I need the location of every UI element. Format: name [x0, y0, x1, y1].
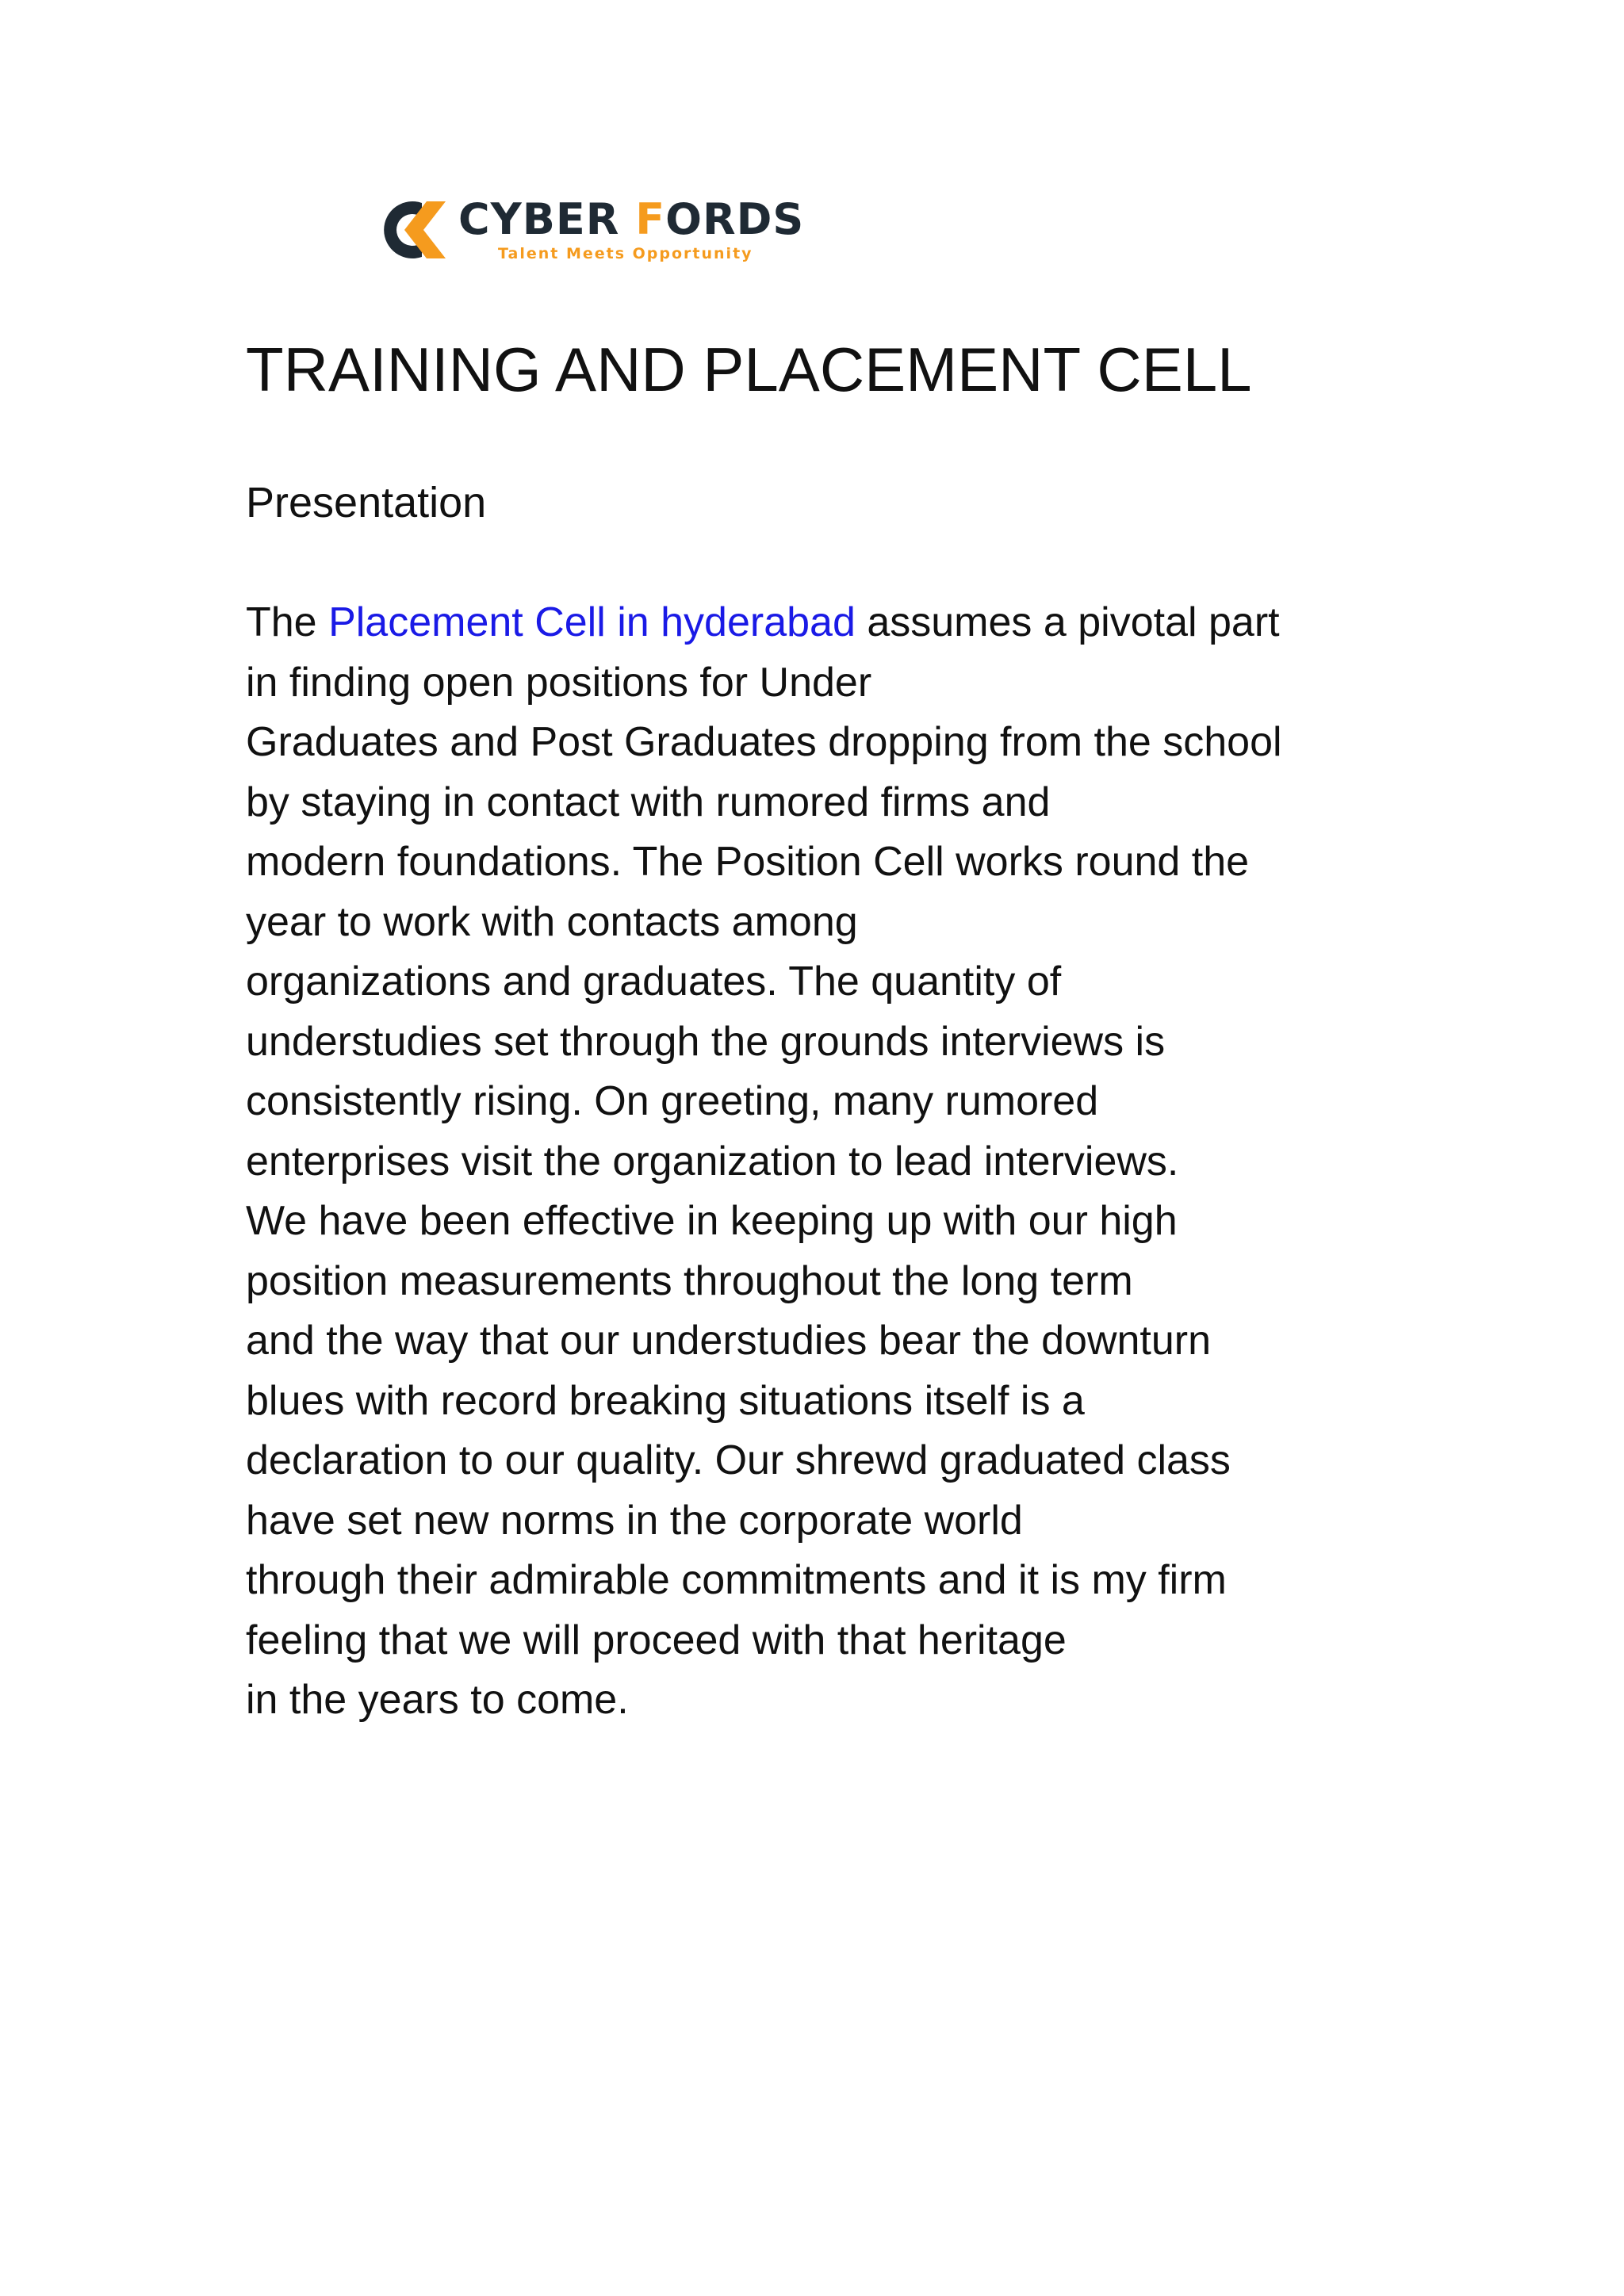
body-line: understudies set through the grounds interviews is — [246, 1018, 1166, 1065]
body-line: by staying in contact with rumored firms and — [246, 779, 1051, 825]
body-line: have set new norms in the corporate world — [246, 1497, 1023, 1544]
placement-cell-link[interactable]: Placement Cell in hyderabad — [328, 599, 856, 645]
body-line: and the way that our understudies bear the downturn — [246, 1318, 1212, 1364]
body-line-1-suffix: assumes a pivotal part — [855, 599, 1280, 645]
logo-wordmark — [458, 195, 804, 244]
body-line: position measurements throughout the long term — [246, 1257, 1133, 1304]
section-subtitle: Presentation — [246, 479, 487, 526]
body-line: organizations and graduates. The quantity of — [246, 959, 1062, 1004]
body-line: through their admirable commitments and it is my firm — [246, 1557, 1227, 1603]
body-line-1 — [246, 593, 1435, 653]
body-line: enterprises visit the organization to lead interviews. — [246, 1138, 1179, 1184]
body-line: declaration to our quality. Our shrewd graduated class — [246, 1437, 1231, 1483]
body-line-1-prefix: The — [246, 599, 329, 645]
cyberfords-logo-mark-icon — [373, 190, 452, 270]
page-title: TRAINING AND PLACEMENT CELL — [246, 335, 1252, 404]
cyberfords-logo — [373, 190, 805, 270]
logo-word-cyber: CYBER — [458, 194, 620, 244]
body-line: in the years to come. — [246, 1677, 629, 1723]
logo-word-f: F — [635, 194, 666, 244]
body-line: blues with record breaking situations itself is a — [246, 1377, 1085, 1424]
body-line: We have been effective in keeping up with our high — [246, 1198, 1178, 1244]
body-line: modern foundations. The Position Cell works round the — [246, 839, 1250, 885]
logo-tagline: Talent Meets Opportunity — [498, 245, 753, 262]
body-paragraph — [246, 593, 1435, 1731]
body-line: feeling that we will proceed with that heritage — [246, 1617, 1067, 1663]
body-line: year to work with contacts among — [246, 898, 858, 945]
body-line: consistently rising. On greeting, many rumored — [246, 1078, 1099, 1124]
body-line: in finding open positions for Under — [246, 659, 872, 706]
body-line: Graduates and Post Graduates dropping from the school — [246, 719, 1282, 765]
logo-word-ords: ORDS — [665, 194, 805, 244]
